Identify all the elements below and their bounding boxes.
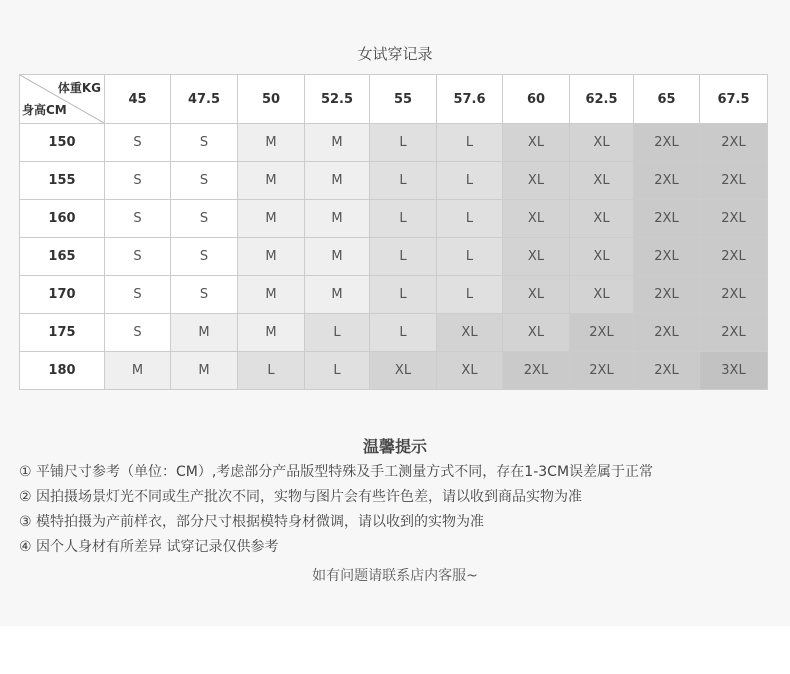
table-row	[20, 276, 768, 314]
size-cell: S	[171, 124, 238, 162]
size-cell: 2XL	[570, 314, 634, 352]
size-cell: S	[105, 238, 171, 276]
size-cell: XL	[503, 162, 570, 200]
size-cell: S	[105, 276, 171, 314]
tip-item: ② 因拍摄场景灯光不同或生产批次不同，实物与图片会有些许色差，请以收到商品实物为准	[19, 489, 582, 505]
size-cell: L	[437, 276, 503, 314]
size-cell: 2XL	[700, 238, 768, 276]
size-cell: S	[105, 162, 171, 200]
weight-header-cell: 50	[238, 75, 305, 124]
size-cell: L	[370, 200, 437, 238]
table-row	[20, 200, 768, 238]
size-cell: M	[105, 352, 171, 390]
height-header-cell: 170	[20, 276, 105, 314]
height-header-cell: 165	[20, 238, 105, 276]
size-cell: XL	[570, 238, 634, 276]
tips-title: 温馨提示	[362, 437, 427, 456]
tip-item: ④ 因个人身材有所差异 试穿记录仅供参考	[19, 539, 279, 555]
size-cell: 2XL	[634, 276, 700, 314]
footer-note: 如有问题请联系店内客服~	[312, 568, 478, 584]
weight-header-cell: 57.6	[437, 75, 503, 124]
size-cell: XL	[503, 276, 570, 314]
size-cell: L	[305, 314, 370, 352]
size-table	[19, 74, 768, 390]
size-cell: 2XL	[503, 352, 570, 390]
size-cell: 2XL	[634, 124, 700, 162]
size-cell: M	[238, 162, 305, 200]
size-cell: XL	[503, 238, 570, 276]
size-cell: 2XL	[634, 238, 700, 276]
table-row	[20, 238, 768, 276]
size-cell: XL	[437, 314, 503, 352]
tips-list	[19, 461, 779, 561]
weight-header-cell: 52.5	[305, 75, 370, 124]
size-cell: L	[370, 276, 437, 314]
size-cell: M	[238, 200, 305, 238]
size-cell: L	[370, 314, 437, 352]
weight-header-cell: 47.5	[171, 75, 238, 124]
size-cell: L	[437, 238, 503, 276]
table-header-row	[20, 75, 768, 124]
size-cell: M	[238, 276, 305, 314]
size-cell: XL	[570, 200, 634, 238]
size-cell: XL	[437, 352, 503, 390]
height-header-cell: 175	[20, 314, 105, 352]
size-cell: 2XL	[700, 314, 768, 352]
size-cell: XL	[570, 124, 634, 162]
size-cell: XL	[370, 352, 437, 390]
size-cell: XL	[570, 276, 634, 314]
height-axis-label: 身高CM	[22, 103, 67, 117]
table-corner-cell	[20, 75, 105, 124]
weight-header-cell: 67.5	[700, 75, 768, 124]
size-cell: M	[305, 238, 370, 276]
size-cell: XL	[570, 162, 634, 200]
size-cell: 3XL	[700, 352, 768, 390]
size-cell: 2XL	[634, 314, 700, 352]
height-header-cell: 160	[20, 200, 105, 238]
size-cell: 2XL	[570, 352, 634, 390]
size-cell: L	[370, 238, 437, 276]
table-row	[20, 352, 768, 390]
size-cell: 2XL	[634, 352, 700, 390]
size-cell: M	[171, 314, 238, 352]
size-cell: M	[238, 124, 305, 162]
size-cell: L	[370, 162, 437, 200]
size-cell: S	[105, 200, 171, 238]
size-cell: 2XL	[700, 124, 768, 162]
height-header-cell: 155	[20, 162, 105, 200]
table-row	[20, 162, 768, 200]
size-cell: 2XL	[700, 276, 768, 314]
size-cell: XL	[503, 314, 570, 352]
size-cell: M	[305, 162, 370, 200]
size-cell: S	[171, 276, 238, 314]
weight-axis-label: 体重KG	[57, 81, 101, 95]
size-cell: S	[105, 314, 171, 352]
height-header-cell: 150	[20, 124, 105, 162]
size-cell: S	[105, 124, 171, 162]
height-header-cell: 180	[20, 352, 105, 390]
weight-header-cell: 55	[370, 75, 437, 124]
size-cell: L	[437, 200, 503, 238]
size-cell: M	[305, 124, 370, 162]
size-cell: S	[171, 238, 238, 276]
size-cell: S	[171, 200, 238, 238]
size-cell: L	[305, 352, 370, 390]
size-cell: 2XL	[634, 162, 700, 200]
weight-header-cell: 62.5	[570, 75, 634, 124]
weight-header-cell: 45	[105, 75, 171, 124]
weight-header-cell: 60	[503, 75, 570, 124]
size-cell: L	[437, 124, 503, 162]
size-cell: L	[370, 124, 437, 162]
size-cell: M	[238, 314, 305, 352]
size-cell: XL	[503, 124, 570, 162]
size-cell: XL	[503, 200, 570, 238]
table-row	[20, 314, 768, 352]
weight-header-cell: 65	[634, 75, 700, 124]
size-cell: 2XL	[634, 200, 700, 238]
page-title: 女试穿记录	[357, 45, 433, 63]
size-cell: 2XL	[700, 162, 768, 200]
tip-item: ③ 模特拍摄为产前样衣，部分尺寸根据模特身材微调，请以收到的实物为准	[19, 514, 484, 530]
size-cell: M	[171, 352, 238, 390]
size-cell: S	[171, 162, 238, 200]
size-cell: 2XL	[700, 200, 768, 238]
size-cell: L	[437, 162, 503, 200]
size-cell: M	[305, 276, 370, 314]
size-cell: M	[238, 238, 305, 276]
size-cell: M	[305, 200, 370, 238]
table-row	[20, 124, 768, 162]
size-cell: L	[238, 352, 305, 390]
tip-item: ① 平铺尺寸参考（单位：CM）,考虑部分产品版型特殊及手工测量方式不同，存在1-3CM误差属于正常	[19, 464, 654, 480]
